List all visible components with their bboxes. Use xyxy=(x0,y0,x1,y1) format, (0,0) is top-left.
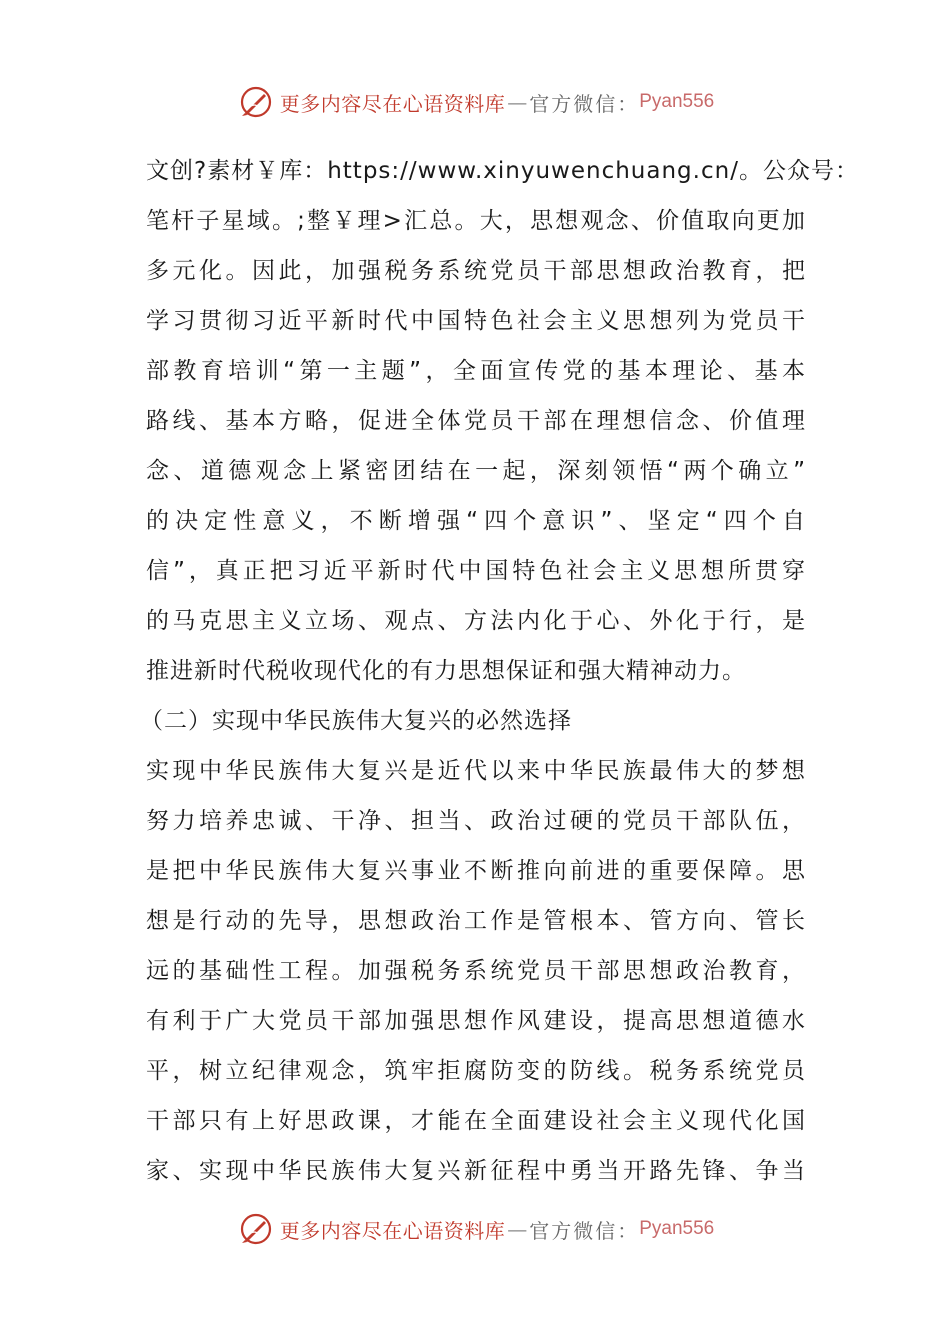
text-line: 路线、基本方略，促进全体党员干部在理想信念、价值理 xyxy=(146,408,806,434)
text-line: 干部只有上好思政课，才能在全面建设社会主义现代化国 xyxy=(146,1108,806,1134)
footer-banner xyxy=(0,1209,950,1249)
text-line: 实现中华民族伟大复兴是近代以来中华民族最伟大的梦想 xyxy=(146,758,806,784)
text-line: 部教育培训“第一主题”，全面宣传党的基本理论、基本 xyxy=(146,358,806,384)
text-line: 有利于广大党员干部加强思想作风建设，提高思想道德水 xyxy=(146,1008,806,1034)
banner-wechat-label: 官方微信： xyxy=(529,1218,640,1243)
text-line: 努力培养忠诚、干净、担当、政治过硬的党员干部队伍， xyxy=(146,808,806,834)
banner-site-name: 更多内容尽在心语资料库 xyxy=(279,1218,506,1243)
text-line: 多元化。因此，加强税务系统党员干部思想政治教育，把 xyxy=(146,258,806,284)
text-line: 平，树立纪律观念，筑牢拒腐防变的防线。税务系统党员 xyxy=(146,1058,806,1084)
text-line: 笔杆子星域。;整￥理>汇总。大，思想观念、价值取向更加 xyxy=(146,208,806,234)
banner-site-name: 更多内容尽在心语资料库 xyxy=(279,91,506,116)
text-line: 念、道德观念上紧密团结在一起，深刻领悟“两个确立” xyxy=(146,458,806,484)
header-banner xyxy=(0,82,950,122)
pen-nib-logo-icon xyxy=(236,1209,276,1249)
banner-dash: — xyxy=(507,90,528,114)
text-line: 文创?素材￥库：https://www.xinyuwenchuang.cn/。公众号： xyxy=(146,158,859,184)
banner-wechat-label: 官方微信： xyxy=(529,91,640,116)
section-heading: （二）实现中华民族伟大复兴的必然选择 xyxy=(140,708,572,734)
banner-wechat-id: Pyan556 xyxy=(639,1218,715,1239)
text-line: 远的基础性工程。加强税务系统党员干部思想政治教育， xyxy=(146,958,806,984)
text-line: 的马克思主义立场、观点、方法内化于心、外化于行，是 xyxy=(146,608,806,634)
document-body xyxy=(140,146,859,1196)
text-line: 家、实现中华民族伟大复兴新征程中勇当开路先锋、争当 xyxy=(146,1158,806,1184)
text-line: 信”，真正把习近平新时代中国特色社会主义思想所贯穿 xyxy=(146,558,806,584)
text-line: 学习贯彻习近平新时代中国特色社会主义思想列为党员干 xyxy=(146,308,806,334)
text-line: 想是行动的先导，思想政治工作是管根本、管方向、管长 xyxy=(146,908,806,934)
text-line: 的决定性意义，不断增强“四个意识”、坚定“四个自 xyxy=(146,508,806,534)
text-line: 推进新时代税收现代化的有力思想保证和强大精神动力。 xyxy=(146,658,746,684)
text-line: 是把中华民族伟大复兴事业不断推向前进的重要保障。思 xyxy=(146,858,806,884)
pen-nib-logo-icon xyxy=(236,82,276,122)
banner-wechat-id: Pyan556 xyxy=(639,91,715,112)
banner-dash: — xyxy=(507,1217,528,1241)
